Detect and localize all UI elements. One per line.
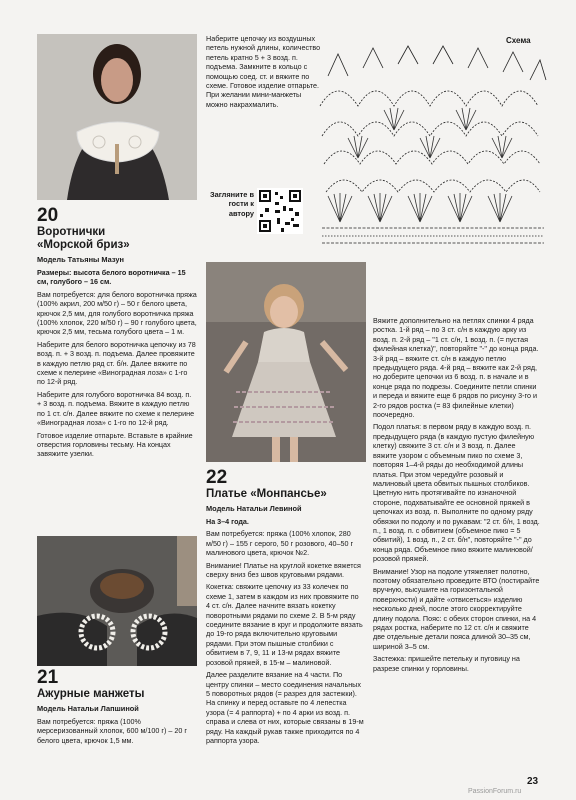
item-20-author: Модель Татьяны Мазун xyxy=(37,255,124,264)
item-22-closure: Застежка: пришейте петельку и пуговицу на разрезе спинки у горловины. xyxy=(373,654,520,673)
item-20-materials: Вам потребуется: для белого воротничка пряжа (100% акрил, 200 м/50 г) – 50 г белого цвета, крючок 2,5 мм, для голубого воротничка пряжа (100% хлопок, 220 м/50 г) – 90 г голубого цвета, крючок 2,5 мм, тесьма голубого цвета – 1 м. xyxy=(37,289,197,337)
item-21-materials: Вам потребуется: пряжа (100% мерсеризованный хлопок, 600 м/100 г) – 20 г белого цвета, крючок 1,5 мм. xyxy=(37,717,188,745)
item-22-materials: Вам потребуется: пряжа (100% хлопок, 280 м/50 г) – 155 г серого, 50 г розового, 40–50 г малинового цвета, крючок №2. xyxy=(206,529,354,558)
item-20-p2: Наберите для голубого воротничка 84 возд. п. + 3 возд. п. подъема. Вяжите в каждую петлю по 1 ст. с/н. Далее вяжите по схеме к пелерине «Виноградная лоза» с 1-го по 12-й ряд. xyxy=(37,389,195,428)
woman-collar-illustration xyxy=(37,34,197,200)
item-20-sizes: Размеры: высота белого воротничка – 15 см, голубого – 16 см. xyxy=(37,268,186,287)
item-20-title: Воротнички «Морской бриз» xyxy=(37,226,130,251)
cuffs-illustration xyxy=(37,536,197,666)
item-21-number: 21 xyxy=(37,667,59,688)
chart-title: Схема xyxy=(506,36,531,45)
girl-dress-illustration xyxy=(206,262,366,462)
item-21-title: Ажурные манжеты xyxy=(37,688,145,700)
top-instructions: Наберите цепочку из воздушных петель нужной длины, количество петель кратно 5 + 3 возд. п. подъема. Замкните в кольцо с помощью соед. ст. и вяжите по схеме. Готовое изделие отпарьте. При желании мини-манжеты можно накрахмалить. xyxy=(206,34,321,109)
item-22-yoke: Кокетка: свяжите цепочку из 33 колечек по схеме 1, затем в каждом из них провяжите по 4 ст. с/н. Далее начните вязать кокетку поворотными рядами по схеме 2. В 5-м ряду соедините вязание в круг и продолжите вязать до 19-го ряда включительно круговыми рядами. При этом пышные столбики с обвитием в 7, 9, 11 и 13-м рядах вяжите розовой пряжей, в 15-м – малиновой. xyxy=(206,582,363,667)
item-22-author: Модель Натальи Левиной xyxy=(206,504,302,513)
item-20-number: 20 xyxy=(37,205,59,226)
watermark: PassionForum.ru xyxy=(468,788,522,795)
item-22-attention2: Внимание! Узор на подоле утяжеляет полотно, поэтому обязательно проведите ВТО (постирайте вручную, высушите на горизонтальной поверхности) и дайте «отвисеться» изделию несколько дней, после этого скорректируйте длину подола. Пояс: с обеих сторон спинки, на 4 рядах ростка, наберите по 12 ст. с/н и свяжите две отдельные детали пояса длиной 30–35 см, шириной 3–5 см. xyxy=(373,566,540,651)
item-20-block xyxy=(37,206,197,462)
qr-caption: Загляните в гости к автору xyxy=(210,190,254,218)
item-22-hem: Подол платья: в первом ряду в каждую возд. п. предыдущего ряда (в каждую пустую филейную клетку) свяжите 3 ст. с/н и 3 возд. п. Далее вяжите узором с объемным пико по схеме 3, повторяя 1–4-й ряды до необходимой длины платья. При этом чередуйте розовый и малиновый цвета обвитых пышных столбиков. Цветную нить протягивайте по изнаночной стороне, подхватывайте ее основной пряжей в цепочках из возд. п. Выполните по одному ряду обвязки по подолу и по рукавам: "2 ст. б/н, 1 возд. п., 1 возд. п. с обвитием (объемное пико = 5 обвитий), 1 возд. п., 2 ст. б/н", повторяйте "-" до конца ряда. Объемное пико вяжите малиновой/розовой пряжей. xyxy=(373,422,540,564)
item-22-size: На 3–4 года. xyxy=(206,517,249,526)
page-number: 23 xyxy=(527,776,539,787)
item-22-growth: Вяжите дополнительно на петлях спинки 4 ряда ростка. 1-й ряд – по 3 ст. с/н в каждую арку из возд. п. 2-й ряд – "1 ст. с/н, 1 возд. п. (= пустая филейная клетка)", повторяйте "-" до конца ряда. 3-й ряд – вяжите ст. с/н в каждую петлю предыдущего ряда. 4-й ряд – вяжите как 2-й ряд, но доберите цепочки из 6 возд. п. в начале и в конце ряда по подрезы. Соедините петли спинки и переда и вяжите еще 6 рядов по рисунку 3-го и 2-го рядов ростка (= 83 филейные клетки) поочередно. xyxy=(373,316,539,420)
collar-photo xyxy=(37,34,197,200)
item-22-block xyxy=(206,467,364,745)
item-22-continued xyxy=(373,266,541,676)
item-21-block xyxy=(37,668,197,748)
item-22-title: Платье «Монпансье» xyxy=(206,488,327,500)
crochet-chart xyxy=(318,46,548,246)
qr-code-icon[interactable] xyxy=(257,188,303,234)
item-21-author: Модель Натальи Лапшиной xyxy=(37,704,139,713)
item-20-p1: Наберите для белого воротничка цепочку из 78 возд. п. + 3 возд. п. подъема. Далее провяжите в каждую петлю ряд ст. б/н. Далее вяжите по схеме к пелерине «Виноградная лоза» с 1-го по 12-й ряд. xyxy=(37,339,196,387)
item-22-attention: Внимание! Платье на круглой кокетке вяжется сверху вниз без швов круговыми рядами. xyxy=(206,560,361,580)
item-20-p3: Готовое изделие отпарьте. Вставьте в крайние отверстия горловины тесьму. На концах завяжите узелки. xyxy=(37,430,193,459)
cuffs-photo xyxy=(37,536,197,666)
item-22-number: 22 xyxy=(206,467,228,488)
dress-photo xyxy=(206,262,366,462)
item-22-split: Далее разделите вязание на 4 части. По центру спинки – место соединения начальных 5 поворотных рядов (= разрез для застежки). На спинку и перед оставьте по 4 лепестка узора (= 4 раппорта) + по 4 арки из возд. п. справа и слева от них, которые связаны в 19-м ряду. На каждый рукав также приходится по 4 раппорта узора. xyxy=(206,670,364,745)
